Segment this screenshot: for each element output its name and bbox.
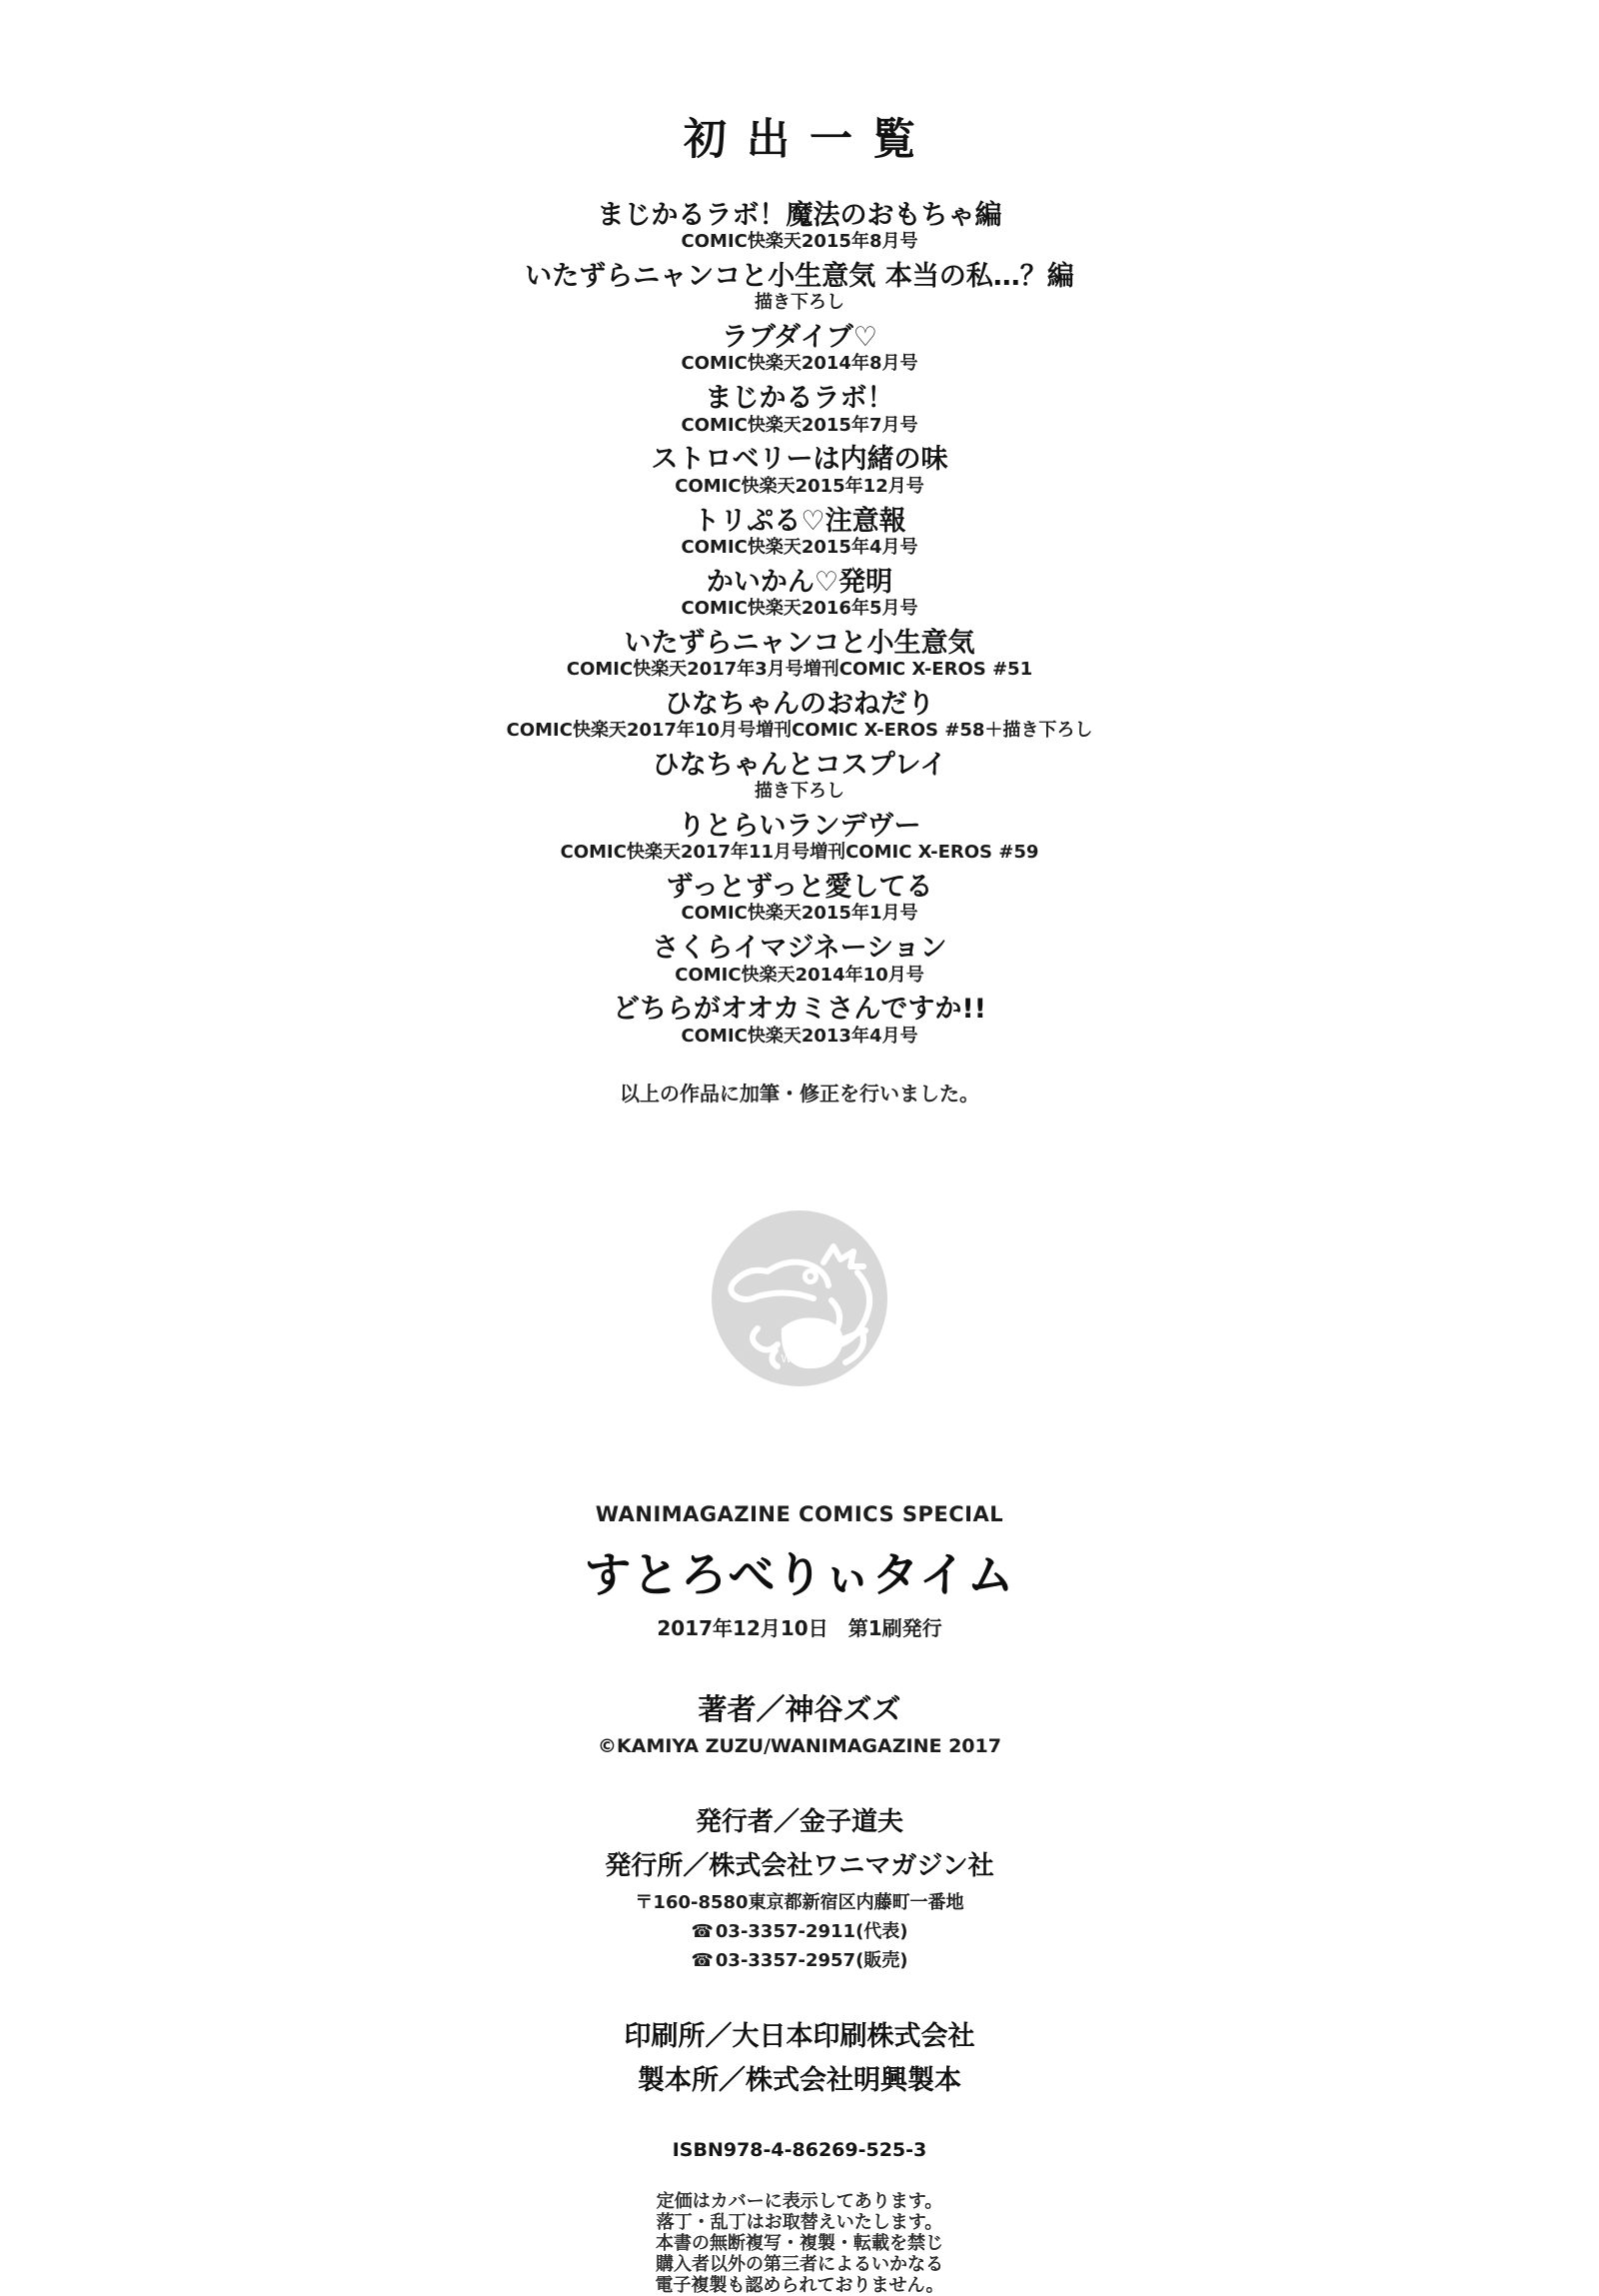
work-title: どちらがオオカミさんですか!!	[612, 994, 986, 1026]
work-source: COMIC快楽天2015年4月号	[681, 536, 918, 558]
work-title: いたずらニャンコと小生意気 本当の私…？編	[525, 261, 1074, 293]
publisher-logo	[0, 1210, 1599, 1386]
work-title: かいかん♡発明	[706, 566, 893, 598]
work-title: りとらいランデヴー	[678, 811, 921, 843]
work-source: 描き下ろし	[755, 292, 844, 314]
notice-line: 定価はカバーに表示してあります。	[656, 2190, 943, 2212]
work-title: ずっとずっと愛してる	[666, 872, 933, 904]
series-label: WANIMAGAZINE COMICS SPECIAL	[595, 1501, 1004, 1526]
phone-main-number: 03-3357-2911(代表)	[715, 1920, 908, 1942]
work-entry	[0, 934, 1599, 986]
work-title: さくらイマジネーション	[652, 933, 947, 965]
phone-sales-line	[0, 1946, 1599, 1972]
work-entry	[0, 445, 1599, 497]
work-source: COMIC快楽天2015年12月号	[675, 475, 924, 497]
work-entry	[0, 262, 1599, 314]
print-date-edition: 2017年12月10日 第1刷発行	[657, 1615, 942, 1640]
revision-note: 以上の作品に加筆・修正を行いました。	[620, 1081, 979, 1106]
work-entry	[0, 201, 1599, 253]
phone-icon: ☎	[691, 1920, 714, 1942]
copyright-line: ©KAMIYA ZUZU/WANIMAGAZINE 2017	[598, 1734, 1001, 1757]
work-title: ひなちゃんのおねだり	[665, 688, 934, 720]
work-entry	[0, 629, 1599, 681]
printer-line: 印刷所／大日本印刷株式会社	[624, 2020, 975, 2052]
work-title: トリぷる♡注意報	[693, 505, 906, 537]
publisher-person-line: 発行者／金子道夫	[695, 1806, 903, 1837]
work-entry	[0, 384, 1599, 436]
work-source: COMIC快楽天2017年11月号増刊COMIC X-EROS #59	[560, 842, 1039, 864]
notice-line: 電子複製も認められておりません。	[655, 2274, 944, 2296]
work-entry	[0, 751, 1599, 803]
phone-icon: ☎	[691, 1949, 714, 1971]
work-source: COMIC快楽天2017年3月号増刊COMIC X-EROS #51	[566, 659, 1033, 680]
work-source: 描き下ろし	[755, 781, 844, 803]
publisher-address: 〒160-8580東京都新宿区内藤町一番地	[635, 1891, 964, 1913]
author-line: 著者／神谷ズズ	[698, 1691, 901, 1726]
work-entry	[0, 690, 1599, 742]
work-title: ひなちゃんとコスプレイ	[652, 749, 947, 781]
work-entry	[0, 507, 1599, 559]
work-source: COMIC快楽天2017年10月号増刊COMIC X-EROS #58＋描き下ろし	[506, 720, 1093, 742]
notice-line: 購入者以外の第三者によるいかなる	[656, 2253, 943, 2275]
work-source: COMIC快楽天2015年8月号	[681, 231, 918, 253]
work-entry	[0, 323, 1599, 375]
binder-line: 製本所／株式会社明興製本	[638, 2064, 961, 2096]
svg-text:WANI: WANI	[781, 1351, 818, 1365]
work-source: COMIC快楽天2016年5月号	[681, 597, 918, 619]
work-source: COMIC快楽天2013年4月号	[681, 1025, 918, 1047]
publisher-company-line: 発行所／株式会社ワニマガジン社	[605, 1850, 994, 1881]
book-title: すとろべりぃタイム	[584, 1547, 1015, 1603]
first-publication-heading: 初出一覧	[684, 115, 935, 165]
wanimagazine-crocodile-icon	[712, 1210, 887, 1386]
work-title: ストロベリーは内緒の味	[651, 444, 948, 476]
work-entry	[0, 568, 1599, 620]
work-entry	[0, 995, 1599, 1047]
work-source: COMIC快楽天2014年10月号	[675, 964, 924, 986]
legal-notice	[0, 2191, 1599, 2296]
work-source: COMIC快楽天2014年8月号	[681, 353, 918, 375]
work-title: まじかるラボ！魔法のおもちゃ編	[597, 200, 1002, 231]
notice-line: 本書の無断複写・複製・転載を禁じ	[656, 2232, 943, 2254]
phone-main-line	[0, 1917, 1599, 1943]
work-entry	[0, 873, 1599, 925]
isbn-line: ISBN978-4-86269-525-3	[672, 2138, 927, 2161]
work-title: まじかるラボ！	[705, 383, 894, 415]
notice-line: 落丁・乱丁はお取替えいたします。	[656, 2211, 943, 2233]
phone-sales-number: 03-3357-2957(販売)	[715, 1949, 908, 1971]
first-publication-list	[0, 201, 1599, 1048]
work-title: いたずらニャンコと小生意気	[624, 627, 975, 659]
work-source: COMIC快楽天2015年1月号	[681, 903, 918, 925]
work-title: ラブダイブ♡	[722, 322, 877, 354]
work-source: COMIC快楽天2015年7月号	[681, 414, 918, 436]
work-entry	[0, 812, 1599, 864]
